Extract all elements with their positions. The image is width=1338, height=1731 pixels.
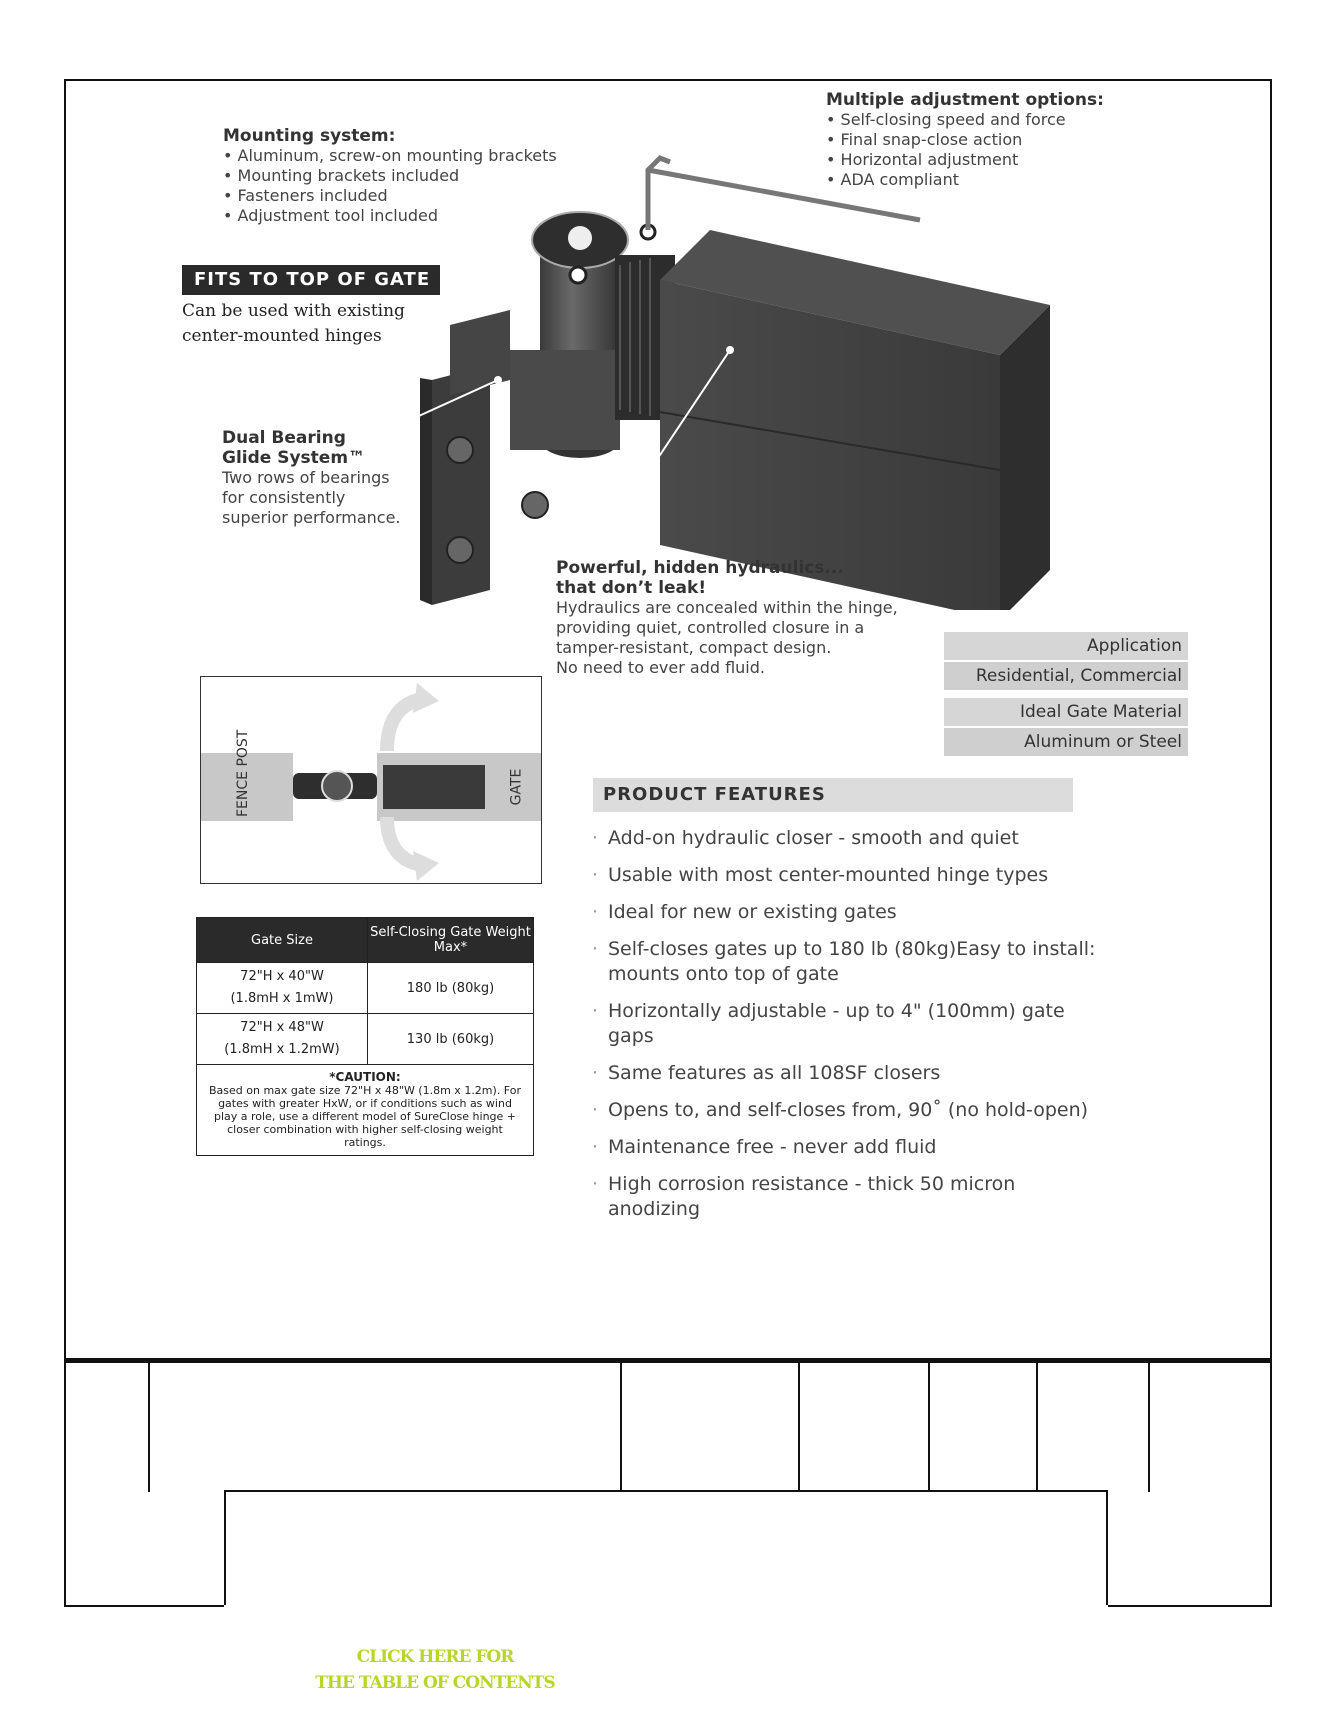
gate-size: 72"H x 40"W [240,969,324,984]
top-view-diagram [200,676,542,884]
hydraulics-callout [556,558,898,678]
table-header-row [197,918,534,963]
fits-line: center-mounted hinges [182,326,382,346]
table-header: Gate Size [197,918,368,963]
toc-link-line[interactable]: CLICK HERE FOR [356,1647,514,1667]
adjustment-item: • ADA compliant [826,170,1104,190]
notch-mask [224,1605,1108,1611]
table-cell [197,1014,368,1065]
title-block-column-line [928,1362,930,1492]
spec-table [196,917,534,1156]
swing-arrow-down-icon [377,817,447,883]
toc-link[interactable] [300,1644,570,1696]
feature-item: · Self-closes gates up to 180 lb (80kg)Easy to install: mounts onto top of gate [592,937,1112,987]
mounting-item: • Adjustment tool included [223,206,557,226]
gate-label-wrap [491,757,541,817]
application-label: Application [944,632,1188,660]
feature-item: · Add-on hydraulic closer - smooth and quiet [592,826,1112,851]
caution-row [197,1065,534,1156]
swing-arrow-up-icon [377,681,447,751]
bearing-text: for consistently [222,488,346,507]
hinge-knuckle [321,770,353,802]
title-block-divider [66,1358,1272,1363]
feature-item: · High corrosion resistance - thick 50 micron anodizing [592,1172,1112,1222]
fits-banner: FITS TO TOP OF GATE [182,265,440,295]
bracket-plate [432,365,490,605]
hydraulics-title: that don’t leak! [556,578,707,598]
weight-cell: 130 lb (60kg) [368,1014,534,1065]
bearing-callout [222,428,401,528]
table-row [197,1014,534,1065]
table-cell [197,963,368,1014]
table-header: Self-Closing Gate Weight Max* [368,918,534,963]
table-row [197,963,534,1014]
feature-item: · Maintenance free - never add fluid [592,1135,1112,1160]
bearing-title: Glide System™ [222,448,366,468]
gate-size-metric: (1.8mH x 1.2mW) [224,1042,340,1057]
mounting-item: • Fasteners included [223,186,557,206]
bearing-text: superior performance. [222,508,401,527]
mounting-title: Mounting system: [223,126,396,146]
title-block-column-line [148,1362,150,1492]
caution-text: Based on max gate size 72"H x 48"W (1.8m x 1.2m). For gates with greater HxW, or if conditions such as wind play a role, use a different model of SureClose hinge + closer combination with higher self-closing weight ratings. [209,1084,521,1149]
closer-box [383,765,485,809]
fits-line: Can be used with existing [182,301,405,321]
features-heading: PRODUCT FEATURES [593,778,1073,812]
hydraulics-text: Hydraulics are concealed within the hinge, [556,598,898,617]
material-value: Aluminum or Steel [944,728,1188,756]
caution-title: *CAUTION: [329,1070,401,1084]
features-list [592,826,1112,1234]
hinge-closer-illustration [420,150,1090,610]
caution-cell [197,1065,534,1156]
title-block-column-line [620,1362,622,1492]
gate-size-metric: (1.8mH x 1mW) [230,991,334,1006]
feature-item: · Same features as all 108SF closers [592,1061,1112,1086]
application-value: Residential, Commercial [944,662,1188,690]
title-block-column-line [1148,1362,1150,1492]
weight-cell: 180 lb (80kg) [368,963,534,1014]
fits-description [182,299,405,349]
title-block-notch [224,1490,1108,1609]
adjustment-item: • Final snap-close action [826,130,1104,150]
fence-post-label: FENCE POST [235,729,251,817]
fence-post-label-wrap [215,729,271,817]
gate-size: 72"H x 48"W [240,1020,324,1035]
material-label: Ideal Gate Material [944,698,1188,726]
toc-link-line[interactable]: THE TABLE OF CONTENTS [315,1673,555,1693]
bearing-text: Two rows of bearings [222,468,390,487]
bearing-title: Dual Bearing [222,428,346,448]
title-block-column-line [1036,1362,1038,1492]
adjustment-item: • Self-closing speed and force [826,110,1104,130]
feature-item: · Usable with most center-mounted hinge types [592,863,1112,888]
gate-label: GATE [508,768,524,806]
hydraulics-title: Powerful, hidden hydraulics... [556,558,844,578]
feature-item: · Opens to, and self-closes from, 90˚ (no hold-open) [592,1098,1112,1123]
mounting-item: • Aluminum, screw-on mounting brackets [223,146,557,166]
feature-item: · Horizontally adjustable - up to 4" (100mm) gate gaps [592,999,1112,1049]
hydraulics-text: providing quiet, controlled closure in a [556,618,865,637]
feature-item: · Ideal for new or existing gates [592,900,1112,925]
hydraulics-text: No need to ever add fluid. [556,658,765,677]
adjustment-item: • Horizontal adjustment [826,150,1104,170]
hydraulics-text: tamper-resistant, compact design. [556,638,832,657]
mounting-item: • Mounting brackets included [223,166,557,186]
title-block-column-line [798,1362,800,1492]
adjustment-title: Multiple adjustment options: [826,90,1104,110]
